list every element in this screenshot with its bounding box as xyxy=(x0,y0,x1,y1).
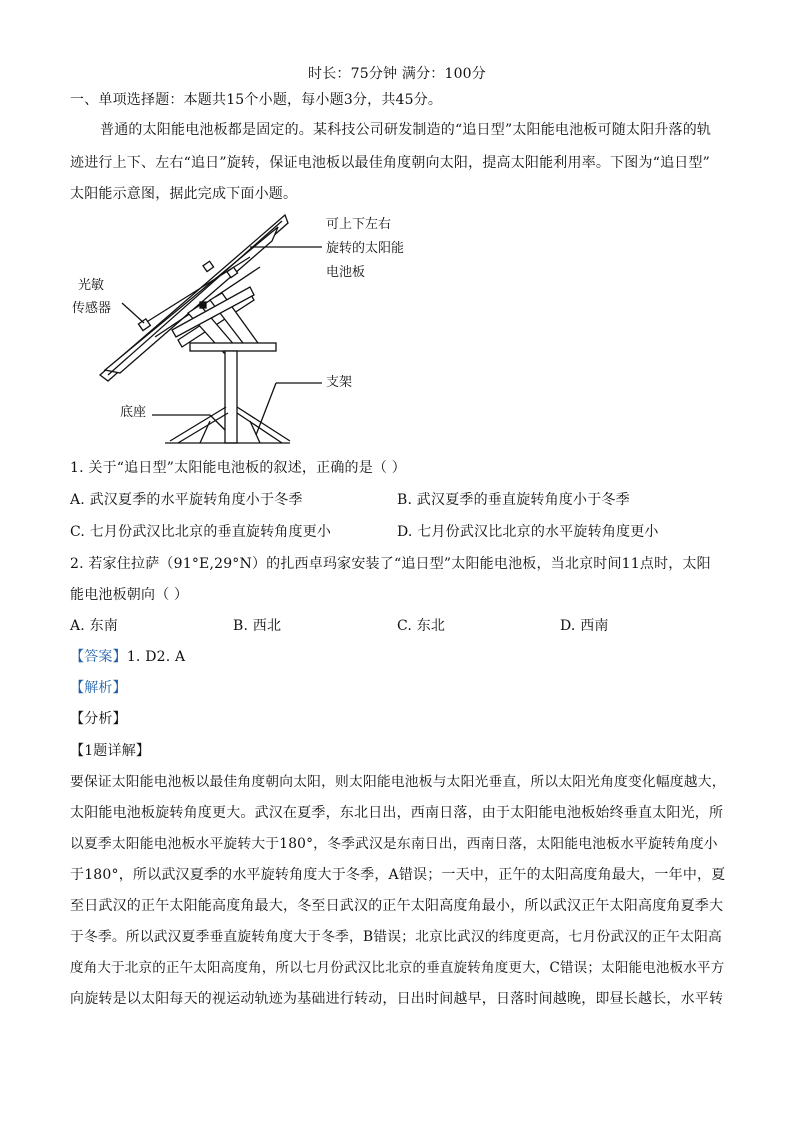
intro-line-2: 迹进行上下、左右“追日”旋转，保证电池板以最佳角度朝向太阳，提高太阳能利用率。下图为“追日型” xyxy=(70,155,711,171)
q2-option-d: D. 西南 xyxy=(560,618,609,634)
explanation-line-8: 向旋转是以太阳每天的视运动轨迹为基础进行转动，日出时间越早，日落时间越晚，即昼长越长，水平转 xyxy=(70,991,724,1007)
label-stand: 支架 xyxy=(326,375,353,390)
detail-1-tag: 【1题详解】 xyxy=(70,743,151,759)
explanation-line-6: 于冬季。所以武汉夏季垂直旋转角度大于冬季，B错误；北京比武汉的纬度更高，七月份武汉的正午太阳高 xyxy=(70,929,723,945)
stand-pole xyxy=(225,351,237,443)
q1-option-b: B. 武汉夏季的垂直旋转角度小于冬季 xyxy=(397,492,630,508)
explanation-line-1: 要保证太阳能电池板以最佳角度朝向太阳，则太阳能电池板与太阳光垂直，所以太阳光角度变化幅度越大， xyxy=(70,774,726,790)
answer-tag: 【答案】 xyxy=(70,649,127,665)
q1-option-c: C. 七月份武汉比北京的垂直旋转角度更小 xyxy=(70,524,332,540)
label-sensor-2: 传感器 xyxy=(72,301,112,316)
explanation-line-7: 度角大于北京的正午太阳高度角，所以七月份武汉比北京的垂直旋转角度更大，C错误；太阳能电池板水平方 xyxy=(70,960,725,976)
q1-option-d: D. 七月份武汉比北京的水平旋转角度更小 xyxy=(397,524,659,540)
explanation-line-2: 太阳能电池板旋转角度更大。武汉在夏季，东北日出，西南日落，由于太阳能电池板始终垂直太阳光，所 xyxy=(70,805,724,821)
intro-line-3: 太阳能示意图，据此完成下面小题。 xyxy=(70,186,298,202)
q1-option-a: A. 武汉夏季的水平旋转角度小于冬季 xyxy=(70,492,303,508)
solar-tracker-figure xyxy=(60,205,405,455)
label-panel-3: 电池板 xyxy=(326,265,366,280)
label-panel-2: 旋转的太阳能 xyxy=(326,241,405,256)
mount-plate xyxy=(190,343,276,351)
q2-stem-line-2: 能电池板朝向（ ） xyxy=(70,587,189,603)
answer-line xyxy=(70,647,185,667)
q2-option-b: B. 西北 xyxy=(233,618,282,634)
exam-duration-line: 时长：75分钟 满分：100分 xyxy=(308,66,486,82)
explanation-line-4: 于180°，所以武汉夏季的水平旋转角度大于冬季，A错误；一天中，正午的太阳高度角最大，一年中，夏 xyxy=(70,867,726,883)
explanation-line-3: 以夏季太阳能电池板水平旋转大于180°，冬季武汉是东南日出，西南日落，太阳能电池板水平旋转角度小 xyxy=(70,836,718,852)
label-panel-1: 可上下左右 xyxy=(326,217,392,232)
jiexi-tag: 【解析】 xyxy=(70,680,127,696)
q2-option-a: A. 东南 xyxy=(70,618,119,634)
label-sensor-1: 光敏 xyxy=(78,278,105,293)
q1-stem: 1. 关于“追日型”太阳能电池板的叙述，正确的是（ ） xyxy=(70,460,406,476)
q2-stem-line-1: 2. 若家住拉萨（91°E,29°N）的扎西卓玛家安装了“追日型”太阳能电池板，当北京时间11点时，太阳 xyxy=(70,556,711,572)
answer-text: 1. D2. A xyxy=(126,649,186,665)
intro-line-1: 普通的太阳能电池板都是固定的。某科技公司研发制造的“追日型”太阳能电池板可随太阳升落的轨 xyxy=(100,122,712,138)
label-base: 底座 xyxy=(120,405,147,420)
explanation-line-5: 至日武汉的正午太阳能高度角最大，冬至日武汉的正午太阳高度角最小，所以武汉正午太阳高度角夏季大 xyxy=(70,898,724,914)
q2-option-c: C. 东北 xyxy=(397,618,446,634)
fenxi-tag: 【分析】 xyxy=(70,711,127,727)
section-title: 一、单项选择题：本题共15个小题，每小题3分，共45分。 xyxy=(70,92,443,108)
